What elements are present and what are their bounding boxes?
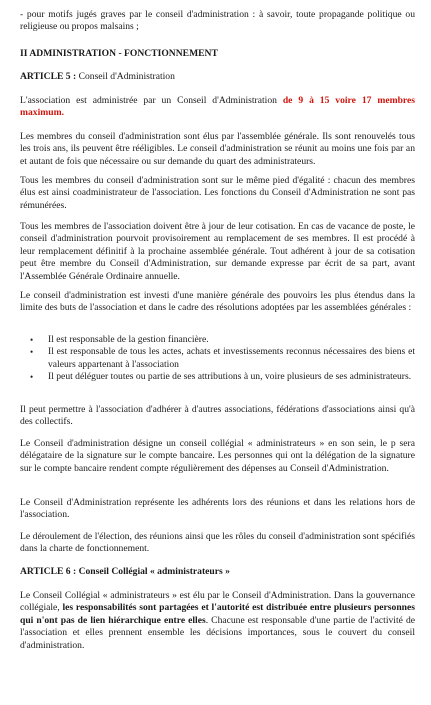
article5-heading (20, 71, 415, 83)
intro-line: - pour motifs jugés graves par le conseil d'administration : à savoir, toute propagande politique ou religieuse ou propos malsains ; (20, 9, 415, 33)
article5-paragraph-9: Le déroulement de l'élection, des réunions ainsi que les rôles du conseil d'administration sont spécifiés dans la charte de fonctionnement. (20, 531, 415, 555)
article6-paragraph-1 (20, 590, 415, 652)
bullet-icon: • (30, 372, 34, 383)
article6-p1-bold: les responsabilités sont partagées et l'autorité est distribuée entre plusieurs personnes qui n'ont pas de lien hiérarchique entre elles (20, 602, 415, 626)
list-item-text: Il peut déléguer toutes ou partie de ses attributions à un, voire plusieurs de ses administrateurs. (48, 371, 412, 383)
article5-paragraph-5: Le conseil d'administration est investi d'une manière générale des pouvoirs les plus étendus dans la limite des buts de l'association et dans le cadre des résolutions adoptées par les assemblées générales : (20, 290, 415, 314)
article5-bullet-list (20, 334, 415, 384)
article5-paragraph-7: Le Conseil d'administration désigne un conseil collégial « administrateurs » en son sein, le p sera délégataire de la signature sur le compte bancaire. Les personnes qui ont la délégation de la signature sur le compte bancaire rendent compte régulièrement des dépenses au Conseil d'Administration. (20, 438, 415, 474)
article5-label: ARTICLE 5 : (20, 71, 77, 82)
article5-p1-highlight: de 9 à 15 voire 17 membres maximum. (20, 95, 415, 119)
article5-paragraph-1 (20, 95, 415, 120)
list-item (20, 346, 415, 371)
list-item (20, 334, 415, 346)
article5-title: Conseil d'Administration (76, 71, 175, 82)
article5-paragraph-2: Les membres du conseil d'administration sont élus par l'assemblée générale. Ils sont renouvelés tous les trois ans, ils peuvent être rééligibles. Le conseil d'administration se réunit au moins une fois par an et autant de fois que nécessaire ou sur demande du quart des administrateurs. (20, 131, 415, 167)
article6-heading: ARTICLE 6 : Conseil Collégial « administrateurs » (20, 566, 230, 577)
article5-p1-text: L'association est administrée par un Conseil d'Administration (20, 95, 283, 106)
bullet-icon: • (30, 347, 34, 358)
article5-paragraph-8: Le Conseil d'Administration représente les adhérents lors des réunions et dans les relations hors de l'association. (20, 497, 415, 521)
list-item-text: Il est responsable de la gestion financière. (48, 334, 209, 345)
article6-p1-text: Le Conseil Collégial « administrateurs » est élu par le Conseil d'Administration. Dans la gouvernance collégiale, (20, 590, 415, 614)
article5-paragraph-4: Tous les membres de l'association doivent être à jour de leur cotisation. En cas de vacance de poste, le conseil d'administration pourvoit provisoirement au remplacement de ses membres. Il est procédé à leur remplacement définitif à la prochaine assemblée générale. Tout adhérent à jour de sa cotisation peut être membre du Conseil d'Administration, sur demande expresse par écrit de sa part, avant l'Assemblée Générale Ordinaire annuelle. (20, 221, 415, 282)
article5-paragraph-6: Il peut permettre à l'association d'adhérer à d'autres associations, fédérations d'associations ainsi qu'à des collectifs. (20, 404, 415, 428)
bullet-icon: • (30, 335, 34, 345)
section-heading: II ADMINISTRATION - FONCTIONNEMENT (20, 48, 218, 59)
list-item-text: Il est responsable de tous les actes, achats et investissements reconnus nécessaires des biens et valeurs appartenant à l'association (48, 346, 415, 370)
article5-paragraph-3: Tous les membres du conseil d'administration sont sur le même pied d'égalité : chacun des membres élus est ainsi coadministrateur de l'association. Les fonctions du Conseil d'Administration ne sont pas rémunérées. (20, 175, 415, 211)
list-item (20, 371, 415, 383)
article6-p1-end: . Chacune est responsable d'une partie de l'activité de l'association et elles prennent ensemble les décisions importances, sous le couvert du conseil d'administration. (20, 614, 415, 651)
